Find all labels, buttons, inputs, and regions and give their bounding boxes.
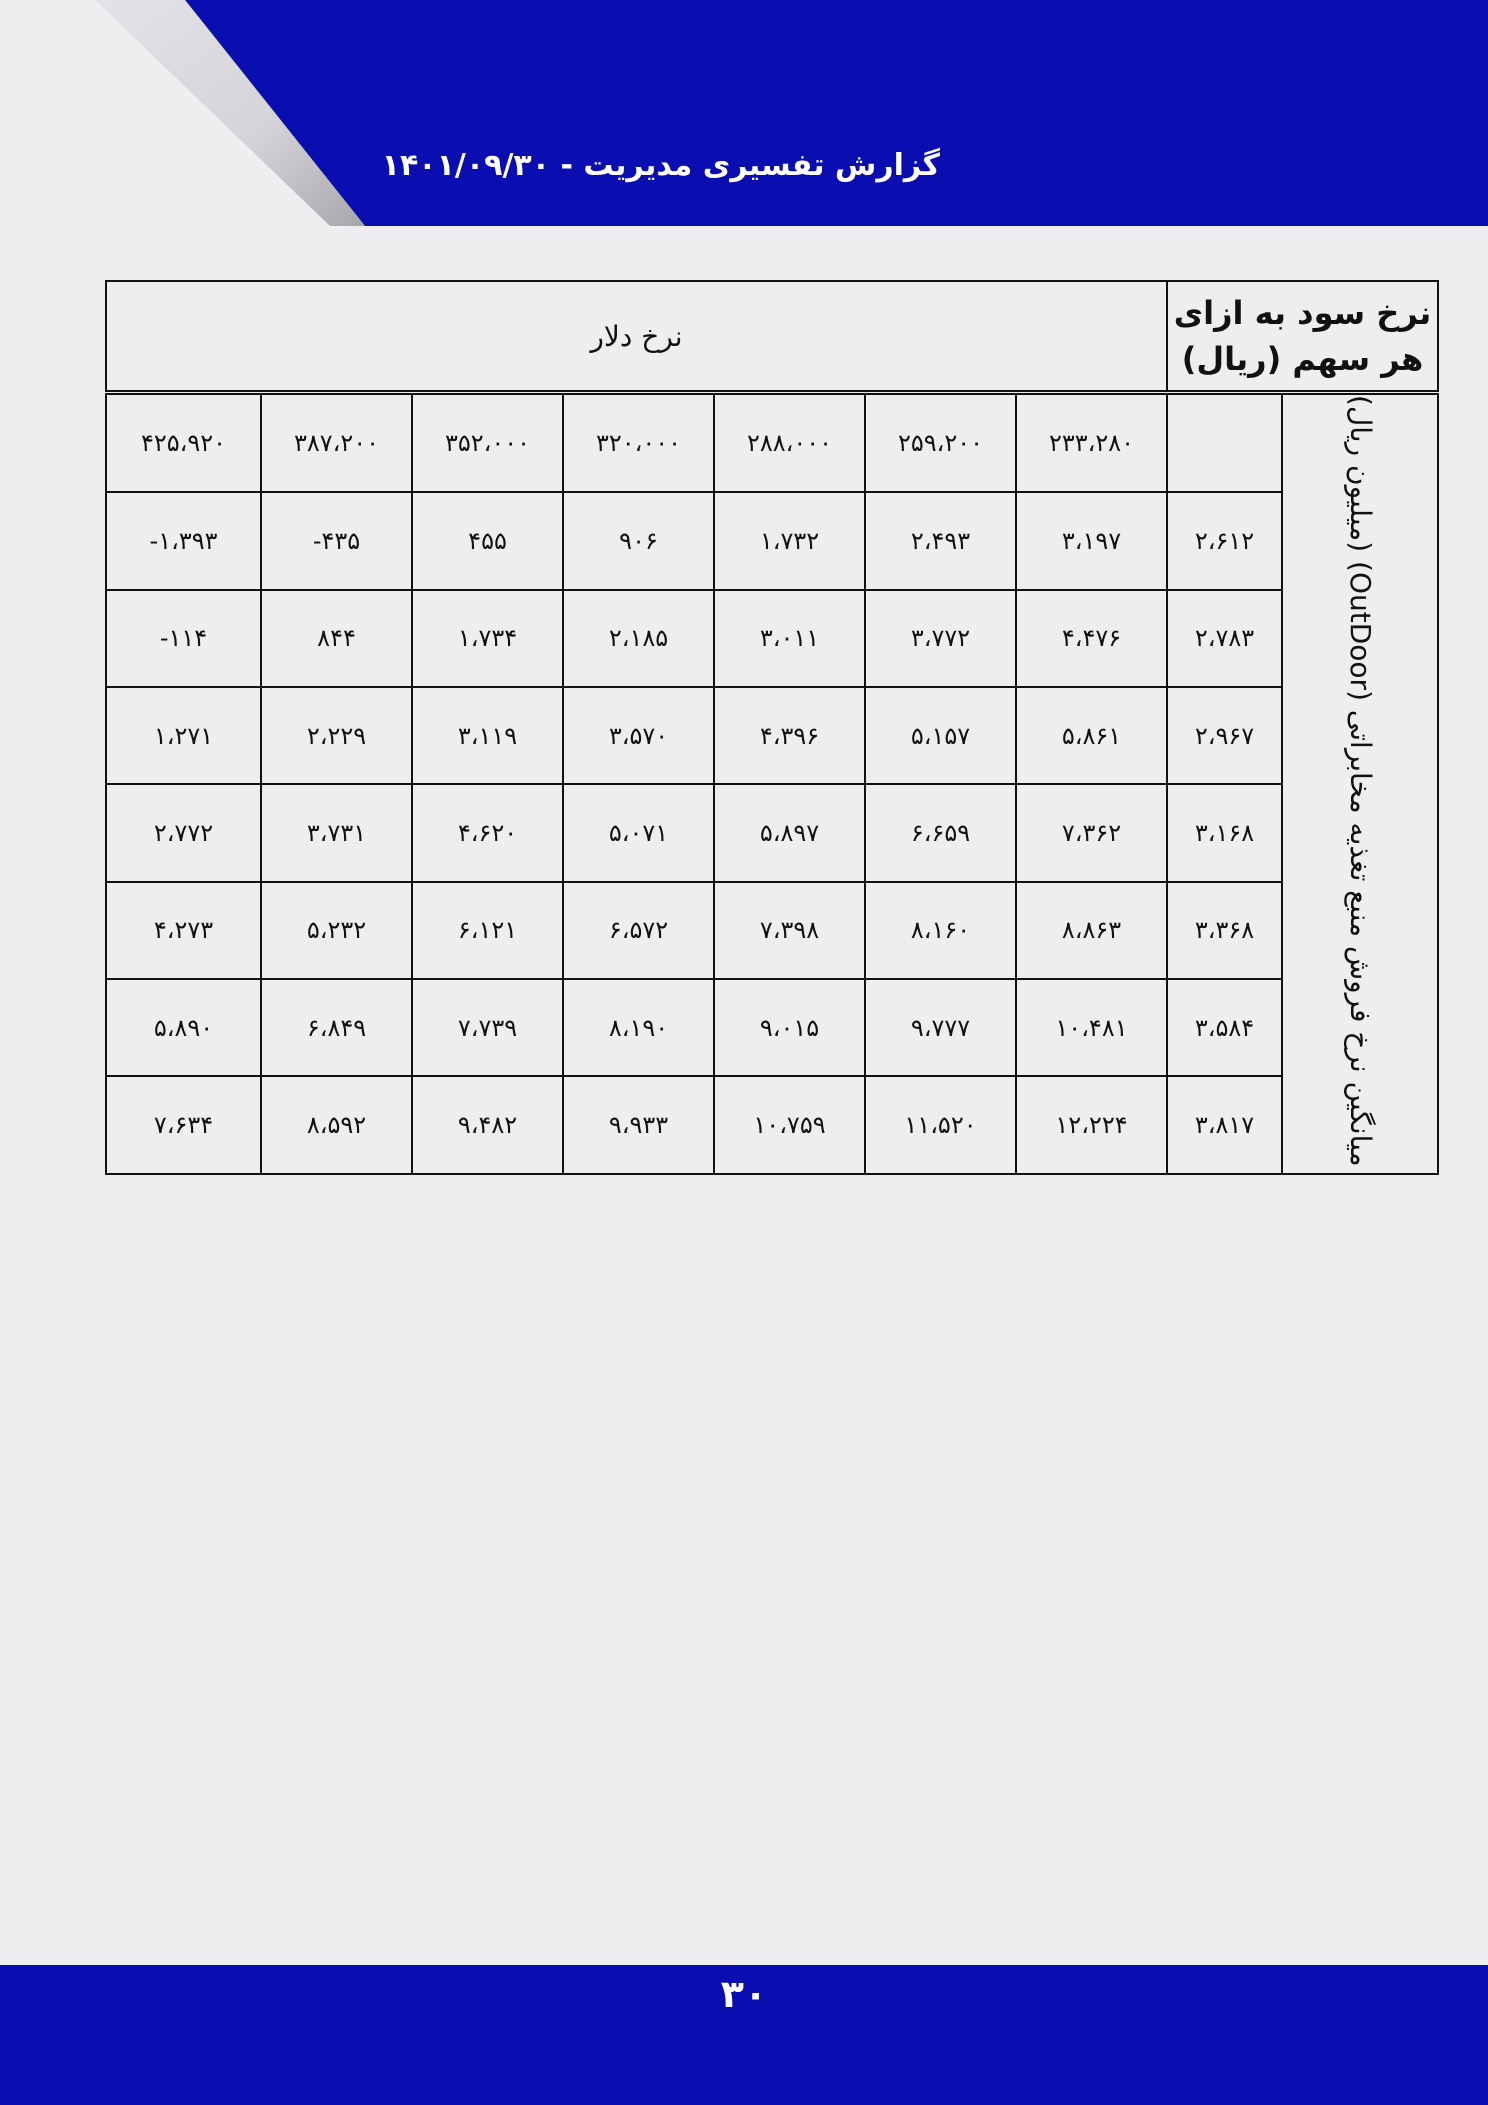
table-cell: ۸،۱۹۰ (563, 979, 714, 1076)
dollar-rate-header: نرخ دلار (106, 281, 1167, 393)
table-cell: ۹،۰۱۵ (714, 979, 865, 1076)
table-cell: ۳،۸۱۷ (1167, 1076, 1282, 1173)
table-cell: ۸۴۴ (261, 590, 412, 687)
table-cell: ۲،۱۸۵ (563, 590, 714, 687)
table-cell: ۱،۷۳۲ (714, 492, 865, 589)
table-cell: ۱،۲۷۱ (106, 687, 261, 784)
table-cell: ۶،۵۷۲ (563, 882, 714, 979)
table-cell: ۲،۹۶۷ (1167, 687, 1282, 784)
table-cell: ۳،۷۳۱ (261, 784, 412, 881)
table-cell: ۶،۶۵۹ (865, 784, 1016, 881)
table-row (106, 784, 1438, 881)
row-label: میانگین نرخ فروش منبع تغذیه مخابراتی (OutDoor) (میلیون ریال) (1344, 395, 1378, 1167)
table-cell: ۷،۳۶۲ (1016, 784, 1167, 881)
column-header (1167, 393, 1282, 493)
table-cell: ۳،۱۱۹ (412, 687, 563, 784)
table-cell: ۵،۱۵۷ (865, 687, 1016, 784)
table-cell: ۳،۳۶۸ (1167, 882, 1282, 979)
table-cell: ۱۰،۷۵۹ (714, 1076, 865, 1173)
table-cell: ۳،۱۹۷ (1016, 492, 1167, 589)
table-cell: ۳،۱۶۸ (1167, 784, 1282, 881)
table-row (106, 1076, 1438, 1173)
table-cell: ۵،۰۷۱ (563, 784, 714, 881)
table-cell: ۱۰،۴۸۱ (1016, 979, 1167, 1076)
table-cell: ۴،۶۲۰ (412, 784, 563, 881)
table-cell: ۳،۷۷۲ (865, 590, 1016, 687)
table-cell: ۱،۷۳۴ (412, 590, 563, 687)
table-row (106, 882, 1438, 979)
table-cell: ۶،۱۲۱ (412, 882, 563, 979)
page-curl-graphic (0, 0, 1488, 226)
table-cell: ۴،۳۹۶ (714, 687, 865, 784)
table-cell: ۹،۹۳۳ (563, 1076, 714, 1173)
column-header: ۲۸۸،۰۰۰ (714, 393, 865, 493)
table-cell: ۱،۳۹۳- (106, 492, 261, 589)
table-cell: ۲،۴۹۳ (865, 492, 1016, 589)
table-cell: ۵،۸۹۰ (106, 979, 261, 1076)
table-cell: ۶،۸۴۹ (261, 979, 412, 1076)
page-number: ۳۰ (720, 1972, 768, 2016)
column-header: ۲۳۳،۲۸۰ (1016, 393, 1167, 493)
table-cell: ۵،۸۶۱ (1016, 687, 1167, 784)
table-cell: ۴۳۵- (261, 492, 412, 589)
table-cell: ۲،۷۷۲ (106, 784, 261, 881)
table-cell: ۲،۲۲۹ (261, 687, 412, 784)
table-cell: ۳،۵۷۰ (563, 687, 714, 784)
table-cell: ۴۵۵ (412, 492, 563, 589)
table-row (106, 590, 1438, 687)
table-cell: ۷،۷۳۹ (412, 979, 563, 1076)
column-header: ۳۵۲،۰۰۰ (412, 393, 563, 493)
table-cell: ۷،۶۳۴ (106, 1076, 261, 1173)
table-cell: ۴،۲۷۳ (106, 882, 261, 979)
table-cell: ۹،۴۸۲ (412, 1076, 563, 1173)
table-cell: ۵،۲۳۲ (261, 882, 412, 979)
table-cell: ۹۰۶ (563, 492, 714, 589)
table-row (106, 492, 1438, 589)
table-row (106, 687, 1438, 784)
table-header-row (106, 281, 1438, 393)
report-title: گزارش تفسیری مدیریت - ۱۴۰۱/۰۹/۳۰ (381, 148, 940, 183)
table-row (106, 979, 1438, 1076)
table-cell: ۱۲،۲۲۴ (1016, 1076, 1167, 1173)
table-cell: ۸،۵۹۲ (261, 1076, 412, 1173)
table-cell: ۹،۷۷۷ (865, 979, 1016, 1076)
profit-header: نرخ سود به ازای هر سهم (ریال) (1167, 281, 1438, 393)
column-header: ۳۸۷،۲۰۰ (261, 393, 412, 493)
table-cell: ۷،۳۹۸ (714, 882, 865, 979)
table-cell: ۲،۶۱۲ (1167, 492, 1282, 589)
table-cell: ۵،۸۹۷ (714, 784, 865, 881)
table-cell: ۳،۵۸۴ (1167, 979, 1282, 1076)
table-cell: ۱۱۴- (106, 590, 261, 687)
column-header: ۳۲۰،۰۰۰ (563, 393, 714, 493)
table-cell: ۳،۰۱۱ (714, 590, 865, 687)
table-cell: ۸،۱۶۰ (865, 882, 1016, 979)
table-cell: ۴،۴۷۶ (1016, 590, 1167, 687)
column-header: ۴۲۵،۹۲۰ (106, 393, 261, 493)
row-label-cell (1282, 393, 1438, 1174)
dollar-values-row (106, 393, 1438, 493)
table-cell: ۲،۷۸۳ (1167, 590, 1282, 687)
table-cell: ۱۱،۵۲۰ (865, 1076, 1016, 1173)
column-header: ۲۵۹،۲۰۰ (865, 393, 1016, 493)
sensitivity-table (105, 280, 1439, 1175)
table-cell: ۸،۸۶۳ (1016, 882, 1167, 979)
